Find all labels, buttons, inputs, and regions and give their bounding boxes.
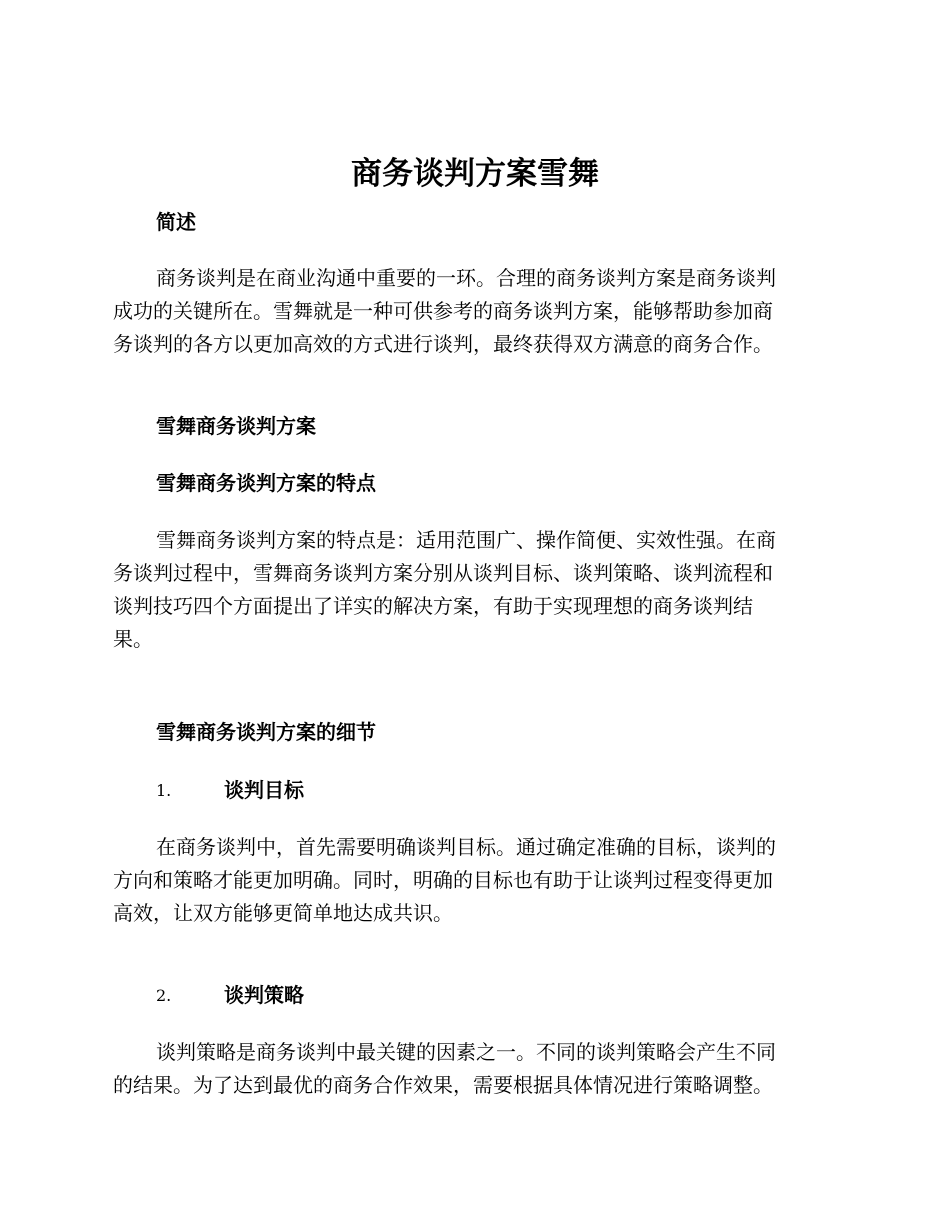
paragraph-goal	[113, 831, 833, 930]
list-number: 2.	[156, 986, 172, 1005]
paragraph-line: 的结果。为了达到最优的商务合作效果，需要根据具体情况进行策略调整。	[113, 1073, 773, 1097]
paragraph-line: 在商务谈判中，首先需要明确谈判目标。通过确定准确的目标，谈判的	[156, 835, 776, 859]
paragraph-line: 果。	[113, 627, 153, 651]
paragraph-line: 务谈判的各方以更加高效的方式进行谈判，最终获得双方满意的商务合作。	[113, 332, 773, 356]
section-heading-features: 雪舞商务谈判方案的特点	[156, 471, 376, 495]
section-heading-plan: 雪舞商务谈判方案	[156, 414, 316, 438]
numbered-heading-label: 谈判策略	[224, 983, 304, 1007]
section-heading-details: 雪舞商务谈判方案的细节	[156, 720, 376, 744]
paragraph-line: 方向和策略才能更加明确。同时，明确的目标也有助于让谈判过程变得更加	[113, 868, 773, 892]
section-heading-intro: 简述	[156, 210, 196, 234]
paragraph-line: 商务谈判是在商业沟通中重要的一环。合理的商务谈判方案是商务谈判	[156, 266, 776, 290]
paragraph-intro	[113, 262, 833, 361]
paragraph-line: 成功的关键所在。雪舞就是一种可供参考的商务谈判方案，能够帮助参加商	[113, 299, 773, 323]
paragraph-line: 谈判策略是商务谈判中最关键的因素之一。不同的谈判策略会产生不同	[156, 1040, 776, 1064]
numbered-heading-label: 谈判目标	[224, 778, 304, 802]
paragraph-line: 谈判技巧四个方面提出了详实的解决方案，有助于实现理想的商务谈判结	[113, 594, 753, 618]
document-title: 商务谈判方案雪舞	[351, 156, 599, 192]
paragraph-features	[113, 524, 833, 656]
paragraph-line: 务谈判过程中，雪舞商务谈判方案分别从谈判目标、谈判策略、谈判流程和	[113, 561, 773, 585]
paragraph-strategy	[113, 1036, 833, 1102]
list-number: 1.	[156, 781, 172, 800]
paragraph-line: 雪舞商务谈判方案的特点是：适用范围广、操作简便、实效性强。在商	[156, 528, 776, 552]
paragraph-line: 高效，让双方能够更简单地达成共识。	[113, 901, 453, 925]
